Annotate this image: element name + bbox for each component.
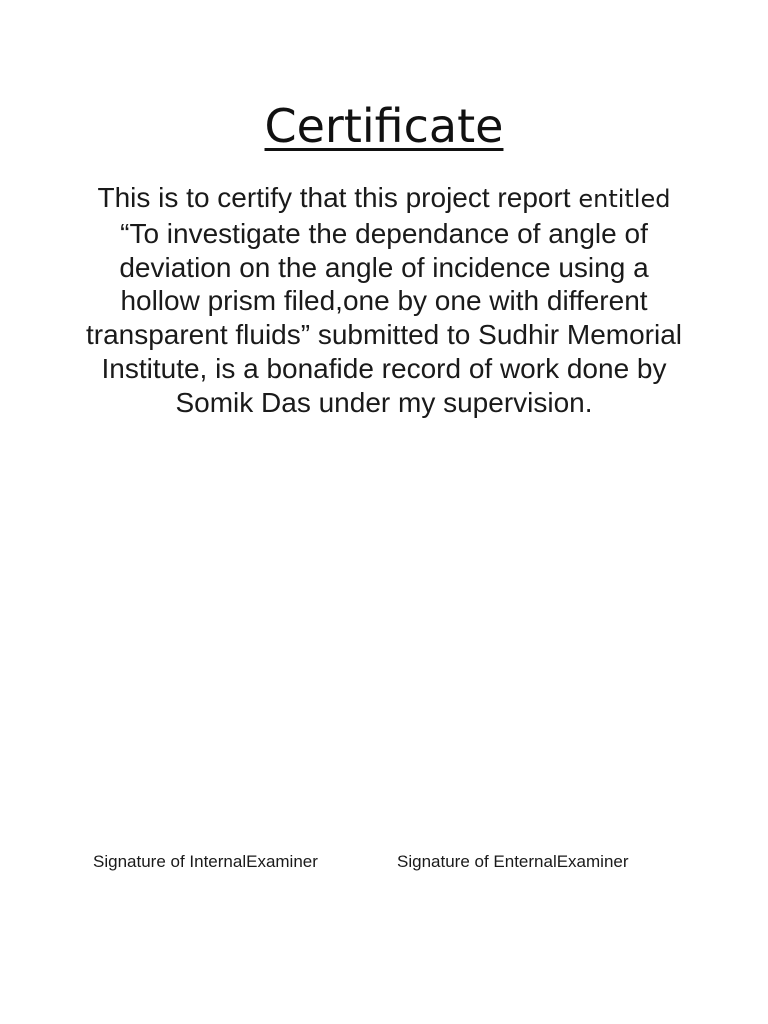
title-text: Certificate	[264, 99, 504, 153]
external-examiner-signature-label: Signature of EnternalExaminer	[397, 852, 629, 871]
body-intro: This is to certify that this project report	[97, 182, 579, 213]
body-rest: “To investigate the dependance of angle of deviation on the angle of incidence using a hollow prism filed,one by one with different transparent fluids” submitted to Sudhir Memorial Institute, is a bonafide record of work done by Somik Das under my supervision.	[85, 217, 683, 418]
page-title	[0, 96, 768, 156]
body-entitled-word: entitled	[578, 185, 671, 213]
certificate-body	[84, 181, 684, 420]
internal-examiner-signature-label: Signature of InternalExaminer	[93, 852, 318, 871]
